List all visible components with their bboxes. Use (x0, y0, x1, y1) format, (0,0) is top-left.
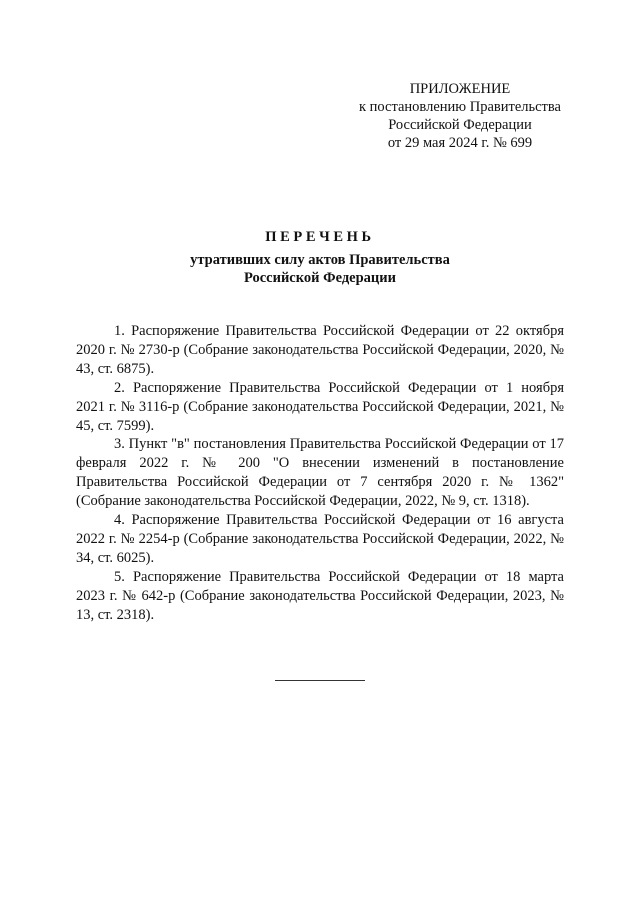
list-item: 4. Распоряжение Правительства Российской Федерации от 16 августа 2022 г. № 2254-р (Собрание законодательства Российской Федерации, 2022, № 34, ст. 6025). (76, 512, 564, 566)
appendix-reference: к постановлению Правительства (359, 99, 561, 115)
appendix-heading: ПРИЛОЖЕНИЕ (409, 81, 511, 97)
appendix-block (330, 80, 590, 152)
list-item: 2. Распоряжение Правительства Российской Федерации от 1 ноября 2021 г. № 3116-р (Собрание законодательства Российской Федерации, 2021, № 45, ст. 7599). (76, 379, 564, 434)
list-item: 3. Пункт "в" постановления Правительства Российской Федерации от 17 февраля 2022 г. № 200 "О внесении изменений в постановление Правительства Российской Федерации от 7 сентября 2020 г. № 1362" (Собрание законодательства Российской Федерации, 2022, № 9, ст. 1318). (76, 436, 564, 510)
list-item: 5. Распоряжение Правительства Российской Федерации от 18 марта 2023 г. № 642-р (Собрание законодательства Российской Федерации, 2023, № 13, ст. 2318). (76, 568, 564, 623)
subtitle-line-2: Российской Федерации (243, 270, 396, 286)
list-item: 1. Распоряжение Правительства Российской Федерации от 22 октября 2020 г. № 2730-р (Собрание законодательства Российской Федерации, 2020, № 43, ст. 6875). (76, 323, 564, 377)
end-divider (275, 680, 365, 681)
appendix-authority: Российской Федерации (388, 117, 532, 133)
document-subtitle (0, 251, 640, 287)
document-title: ПЕРЕЧЕНЬ (265, 229, 375, 245)
appendix-date-number: от 29 мая 2024 г. № 699 (387, 135, 533, 151)
subtitle-line-1: утративших силу актов Правительства (190, 252, 450, 268)
repealed-acts-list (76, 322, 564, 625)
